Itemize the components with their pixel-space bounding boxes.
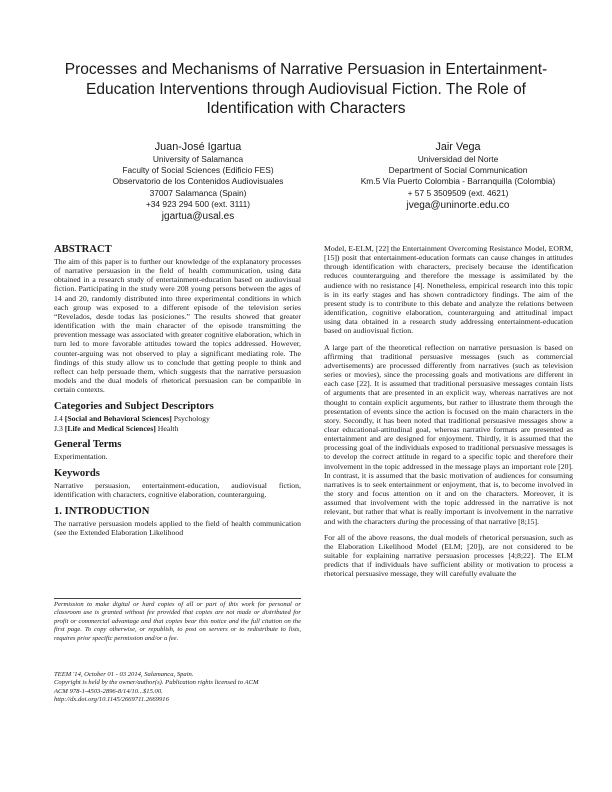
keywords-text: Narrative persuasion, entertainment-education, audiovisual fiction, identification with characters, cognitive elaboration, counterarguing. xyxy=(54,480,301,499)
introduction-paragraph: The narrative persuasion models applied to the field of health communication (see the Extended Elaboration Likelihood xyxy=(54,519,301,538)
author-affiliation: Department of Social Communication xyxy=(388,165,528,176)
category-code: J.3 xyxy=(54,423,63,433)
category-subject: Psychology xyxy=(173,414,210,424)
category-item xyxy=(54,414,301,423)
category-item xyxy=(54,424,301,433)
author-name: Jair Vega xyxy=(435,141,481,153)
left-column xyxy=(54,244,301,544)
author-email[interactable]: jvega@uninorte.edu.co xyxy=(406,199,510,211)
permission-notice: Permission to make digital or hard copies of all or part of this work for personal or classroom use is granted without fee provided that copies are not made or distributed for profit or commercial advantage and that copies bear this notice and the full citation on the first page. To copy otherwise, or republish, to post on servers or to redistribute to lists, requires prior specific permission and/or a fee. xyxy=(54,601,301,642)
category-code: J.4 xyxy=(54,414,63,424)
author-phone: + 57 5 3509509 (ext. 4621) xyxy=(407,187,509,198)
categories-heading: Categories and Subject Descriptors xyxy=(54,401,214,413)
author-block-2 xyxy=(358,141,558,212)
right-column xyxy=(324,244,573,585)
introduction-heading: 1. INTRODUCTION xyxy=(54,506,150,518)
introduction-paragraph: For all of the above reasons, the dual models of rhetorical persuasion, such as the Elaboration Likelihood Model (ELM; [20]), are not considered to be suitable for explaining narrative persuasion processes [4;8;22]. The ELM predicts that if individuals have sufficient ability or motivation to process a rhetorical persuasive message, they will carefully evaluate the xyxy=(324,532,573,579)
author-affiliation: Universidad del Norte xyxy=(417,154,499,164)
author-address: 37007 Salamanca (Spain) xyxy=(149,187,247,198)
abstract-heading: ABSTRACT xyxy=(54,244,112,255)
category-label: [Social and Behavioral Sciences] xyxy=(64,414,172,424)
author-block-1 xyxy=(110,141,286,223)
footnote-divider xyxy=(54,598,301,599)
category-label: [Life and Medical Sciences] xyxy=(64,423,156,433)
copyright-line: Copyright is held by the owner/author(s). Publication rights licensed to ACM xyxy=(54,679,259,687)
general-terms-heading: General Terms xyxy=(54,438,122,450)
abstract-text: The aim of this paper is to further our knowledge of the explanatory processes of narrative persuasion in the field of health communication, using data obtained in a research study of entertainment-education based on audiovisual fiction. Participating in the study were 208 young persons between the ages of 14 and 20, randomly distributed into three experimental conditions in which each group was exposed to a different episode of the television series “Revelados, desde todas las posiciones.” The results showed that greater identification with the main character of the episode transmitting the prevention message was associated with greater cognitive elaboration, which in turn led to more favorable attitudes toward the topics addressed. However, counter-arguing was not observed to play a significant mediating role. The findings of this study allow us to conclude that getting people to think and reflect can help persuade them, which suggests that the narrative persuasion models and the dual models of rhetorical persuasion can be compatible in certain contexts. xyxy=(54,257,301,395)
conference-line: TEEM '14, October 01 - 03 2014, Salamanca, Spain. xyxy=(54,671,194,678)
author-affiliation: University of Salamanca xyxy=(152,154,244,164)
author-address: Km.5 Vía Puerto Colombia - Barranquilla (Colombia) xyxy=(360,176,556,187)
author-affiliation: Observatorio de los Contenidos Audiovisuales xyxy=(112,176,284,187)
isbn-line: ACM 978-1-4503-2896-8/14/10...$15.00. xyxy=(54,687,163,695)
author-affiliation: Faculty of Social Sciences (Edificio FES) xyxy=(122,165,274,176)
keywords-heading: Keywords xyxy=(54,467,100,479)
author-phone: +34 923 294 500 (ext. 3111) xyxy=(145,198,251,209)
introduction-paragraph: A large part of the theoretical reflection on narrative persuasion is based on affirming that traditional persuasive messages (such as commercial advertisements) are processed differently from narratives (such as television series or movies), since the processing goals and motivations are different in each case [22]. It is assumed that traditional persuasive messages contain lists of arguments that are presented in an explicit way, whereas narratives are not thought to contain explicit arguments, but rather to illustrate them through the presentation of events since the action is focused on the main characters in the story. Secondly, it has been noted that traditional persuasive messages show a clear educational-attitudinal goal, whereas narrative formats are presented as entertainment and are designed for enjoyment. Thirdly, it is assumed that the processing goal of the individuals exposed to traditional persuasive messages is to develop the correct attitude in regard to a specific topic and therefore their involvement in the topic addressed in the message plays an important role [20]. In contrast, it is assumed that the basic motivation of audiences for consuming narratives is to seek entertainment or enjoyment, that is, to become involved in the story and focus attention on it and on the characters. Moreover, it is assumed that involvement with the topic addressed in the narrative is not relevant, but rather that what is really important is involvement in the narrative and with the characters during the processing of that narrative [8;15]. xyxy=(324,342,573,526)
conference-info xyxy=(54,671,301,705)
author-email[interactable]: jgartua@usal.es xyxy=(161,211,235,223)
paper-title: Processes and Mechanisms of Narrative Persuasion in Entertainment-Education Interventions through Audiovisual Fiction. The Role of Identification with Characters xyxy=(64,61,548,117)
general-terms-text: Experimentation. xyxy=(54,451,108,461)
introduction-paragraph: Model, E-ELM, [22] the Entertainment Overcoming Resistance Model, EORM, [15]) posit that entertainment-education formats can cause changes in attitudes through identification with characters, precisely because the identification reduces counterarguing and therefore the message is assimilated by the audience with no resistance [4]. Nonetheless, empirical research into this topic is in its early stages and has shown contradictory findings. The aim of the present study is to contribute to this debate and analyze the relations between identification, cognitive elaboration, counterarguing and attitudinal impact using data obtained in a research study addressing entertainment-education based on audiovisual fiction. xyxy=(324,244,573,336)
category-subject: Health xyxy=(157,423,179,433)
author-name: Juan-José Igartua xyxy=(154,141,242,153)
doi-link[interactable]: http://dx.doi.org/10.1145/2669711.2669916 xyxy=(54,696,169,704)
